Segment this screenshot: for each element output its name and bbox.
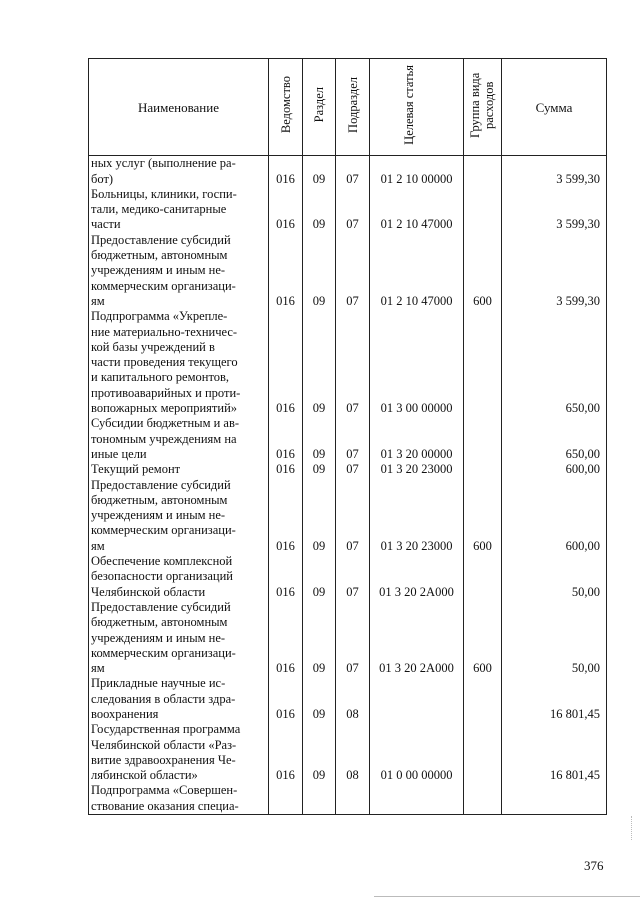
row-summa: 3 599,30 xyxy=(502,187,607,233)
row-podrazdel: 08 xyxy=(336,722,370,783)
row-razdel: 09 xyxy=(303,187,336,233)
row-tselevaya xyxy=(370,676,464,722)
row-podrazdel xyxy=(336,783,370,814)
table-header-row xyxy=(89,59,607,156)
row-vedomstvo: 016 xyxy=(269,462,303,477)
row-summa: 650,00 xyxy=(502,309,607,416)
row-summa xyxy=(502,783,607,814)
table-row xyxy=(89,156,607,187)
row-razdel: 09 xyxy=(303,554,336,600)
table-row xyxy=(89,462,607,477)
row-summa: 600,00 xyxy=(502,462,607,477)
row-tselevaya: 01 3 20 00000 xyxy=(370,416,464,462)
row-gruppa xyxy=(464,187,502,233)
row-name: Текущий ремонт xyxy=(89,462,269,477)
row-podrazdel: 07 xyxy=(336,554,370,600)
row-razdel: 09 xyxy=(303,233,336,309)
row-tselevaya: 01 2 10 47000 xyxy=(370,187,464,233)
row-razdel: 09 xyxy=(303,462,336,477)
scan-edge-marks xyxy=(631,816,634,840)
table-row xyxy=(89,187,607,233)
row-tselevaya: 01 2 10 00000 xyxy=(370,156,464,187)
header-gruppa-label: Группа вида расходов xyxy=(467,72,496,138)
row-summa: 50,00 xyxy=(502,600,607,676)
header-razdel-label: Раздел xyxy=(312,87,326,123)
row-podrazdel: 07 xyxy=(336,309,370,416)
budget-table xyxy=(88,58,607,815)
row-podrazdel: 07 xyxy=(336,187,370,233)
row-podrazdel: 07 xyxy=(336,478,370,554)
header-podrazdel-label: Подраздел xyxy=(345,77,360,133)
row-gruppa xyxy=(464,156,502,187)
row-tselevaya xyxy=(370,783,464,814)
footer-rule xyxy=(374,896,640,897)
row-gruppa: 600 xyxy=(464,600,502,676)
row-summa: 600,00 xyxy=(502,478,607,554)
row-vedomstvo: 016 xyxy=(269,233,303,309)
row-podrazdel: 07 xyxy=(336,416,370,462)
row-vedomstvo: 016 xyxy=(269,416,303,462)
row-gruppa xyxy=(464,676,502,722)
header-tselevaya-label: Целевая статья xyxy=(401,65,416,145)
row-summa: 16 801,45 xyxy=(502,722,607,783)
row-vedomstvo: 016 xyxy=(269,600,303,676)
table-row xyxy=(89,478,607,554)
header-podrazdel xyxy=(336,59,370,156)
row-gruppa: 600 xyxy=(464,478,502,554)
row-razdel: 09 xyxy=(303,416,336,462)
row-razdel: 09 xyxy=(303,156,336,187)
header-razdel xyxy=(303,59,336,156)
row-tselevaya: 01 3 00 00000 xyxy=(370,309,464,416)
row-summa: 50,00 xyxy=(502,554,607,600)
row-vedomstvo: 016 xyxy=(269,554,303,600)
row-gruppa xyxy=(464,416,502,462)
row-podrazdel: 07 xyxy=(336,600,370,676)
header-vedomstvo-label: Ведомство xyxy=(278,76,293,134)
row-razdel: 09 xyxy=(303,722,336,783)
row-podrazdel: 07 xyxy=(336,462,370,477)
header-name: Наименование xyxy=(89,59,269,156)
table-row xyxy=(89,416,607,462)
row-razdel: 09 xyxy=(303,478,336,554)
row-podrazdel: 07 xyxy=(336,233,370,309)
table-row xyxy=(89,309,607,416)
header-tselevaya xyxy=(370,59,464,156)
row-tselevaya: 01 3 20 2А000 xyxy=(370,554,464,600)
table-row xyxy=(89,233,607,309)
table-row xyxy=(89,676,607,722)
row-name: Предоставление субсидий бюджетным, автономным учреждениям и иным не- коммерческим организаци- ям xyxy=(89,600,269,676)
row-vedomstvo: 016 xyxy=(269,187,303,233)
header-summa: Сумма xyxy=(502,59,607,156)
row-gruppa xyxy=(464,554,502,600)
row-tselevaya: 01 3 20 23000 xyxy=(370,462,464,477)
row-gruppa: 600 xyxy=(464,233,502,309)
row-name: Подпрограмма «Укрепле- ние материально-техничес- кой базы учреждений в части проведения текущего и капитального ремонтов, противоаварийных и проти- вопожарных мероприятий» xyxy=(89,309,269,416)
row-vedomstvo: 016 xyxy=(269,722,303,783)
row-name: Предоставление субсидий бюджетным, автономным учреждениям и иным не- коммерческим организаци- ям xyxy=(89,233,269,309)
table-row xyxy=(89,722,607,783)
row-name: Подпрограмма «Совершен- ствование оказания специа- xyxy=(89,783,269,814)
header-vedomstvo xyxy=(269,59,303,156)
header-gruppa xyxy=(464,59,502,156)
row-vedomstvo: 016 xyxy=(269,156,303,187)
row-tselevaya: 01 2 10 47000 xyxy=(370,233,464,309)
row-vedomstvo: 016 xyxy=(269,478,303,554)
row-vedomstvo: 016 xyxy=(269,676,303,722)
row-podrazdel: 08 xyxy=(336,676,370,722)
page-number: 376 xyxy=(584,858,604,873)
row-summa: 650,00 xyxy=(502,416,607,462)
row-summa: 16 801,45 xyxy=(502,676,607,722)
row-name: Предоставление субсидий бюджетным, автономным учреждениям и иным не- коммерческим организаци- ям xyxy=(89,478,269,554)
row-summa: 3 599,30 xyxy=(502,156,607,187)
row-vedomstvo: 016 xyxy=(269,309,303,416)
row-gruppa xyxy=(464,722,502,783)
row-name: Прикладные научные ис- следования в области здра- воохранения xyxy=(89,676,269,722)
row-name: Обеспечение комплексной безопасности организаций Челябинской области xyxy=(89,554,269,600)
table-row xyxy=(89,600,607,676)
row-razdel: 09 xyxy=(303,600,336,676)
row-gruppa xyxy=(464,783,502,814)
row-razdel: 09 xyxy=(303,309,336,416)
row-vedomstvo xyxy=(269,783,303,814)
row-name: Субсидии бюджетным и ав- тономным учреждениям на иные цели xyxy=(89,416,269,462)
row-summa: 3 599,30 xyxy=(502,233,607,309)
row-tselevaya: 01 3 20 23000 xyxy=(370,478,464,554)
row-razdel: 09 xyxy=(303,676,336,722)
row-podrazdel: 07 xyxy=(336,156,370,187)
row-gruppa xyxy=(464,309,502,416)
row-tselevaya: 01 3 20 2А000 xyxy=(370,600,464,676)
row-name: ных услуг (выполнение ра- бот) xyxy=(89,156,269,187)
row-razdel xyxy=(303,783,336,814)
row-tselevaya: 01 0 00 00000 xyxy=(370,722,464,783)
table-row xyxy=(89,554,607,600)
row-name: Государственная программа Челябинской области «Раз- витие здравоохранения Че- лябинской области» xyxy=(89,722,269,783)
row-name: Больницы, клиники, госпи- тали, медико-санитарные части xyxy=(89,187,269,233)
table-row xyxy=(89,783,607,814)
row-gruppa xyxy=(464,462,502,477)
